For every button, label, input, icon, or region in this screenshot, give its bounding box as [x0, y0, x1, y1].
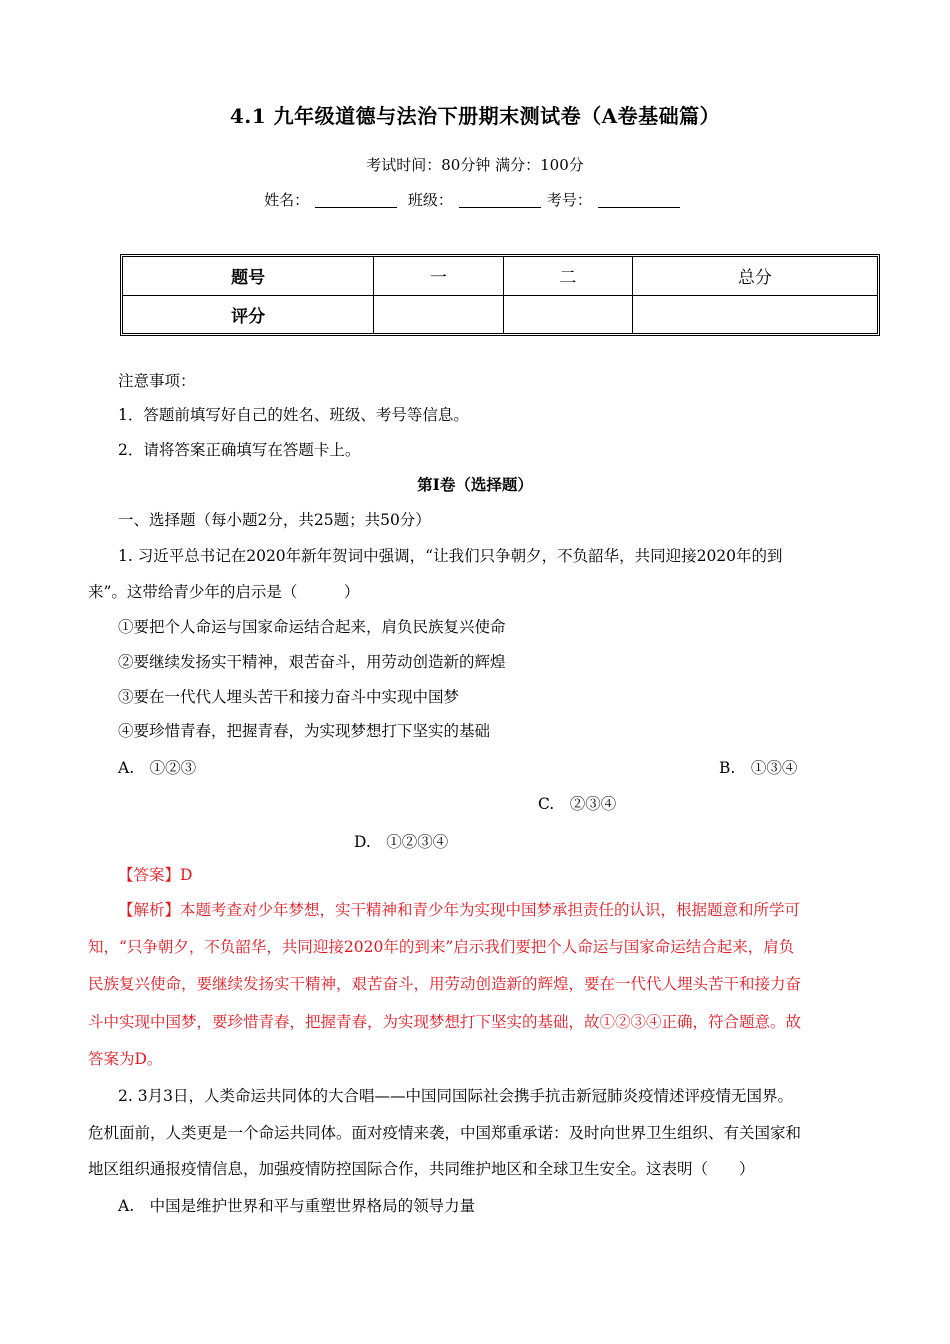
exam-info: 考试时间：80分钟 满分：100分: [366, 156, 584, 174]
table-cell: 评分: [123, 296, 374, 333]
question-stem: 来”。这带给青少年的启示是（ ）: [88, 583, 360, 601]
statement: ③要在一代代人埋头苦干和接力奋斗中实现中国梦: [118, 688, 460, 706]
score-cell[interactable]: [504, 296, 633, 333]
notes-heading: 注意事项：: [118, 372, 196, 390]
note-item: 2．请将答案正确填写在答题卡上。: [118, 441, 361, 459]
question-stem: 危机面前，人类更是一个命运共同体。面对疫情来袭，中国郑重承诺：及时向世界卫生组织、有关国家和: [88, 1124, 802, 1142]
analysis: 斗中实现中国梦，要珍惜青春，把握青春，为实现梦想打下坚实的基础，故①②③④正确，符合题意。故: [88, 1013, 802, 1031]
table-row: [123, 257, 877, 296]
page-title: 4.1 九年级道德与法治下册期末测试卷（A卷基础篇）: [229, 104, 721, 128]
option-a[interactable]: A. ①②③: [118, 759, 197, 777]
student-info: [0, 189, 950, 210]
name-blank[interactable]: [315, 191, 397, 208]
statement: ②要继续发扬实干精神，艰苦奋斗，用劳动创造新的辉煌: [118, 653, 506, 671]
name-label: 姓名：: [264, 191, 310, 209]
section-instructions: 一、选择题（每小题2分，共25题；共50分）: [118, 511, 431, 529]
table-cell: 一: [374, 257, 503, 296]
question-stem: 2. 3月3日，人类命运共同体的大合唱——中国同国际社会携手抗击新冠肺炎疫情述评疫情无国界。: [118, 1087, 793, 1105]
question-stem: 地区组织通报疫情信息，加强疫情防控国际合作，共同维护地区和全球卫生安全。这表明（ ）: [88, 1160, 755, 1178]
table-cell: 二: [504, 257, 633, 296]
option-b[interactable]: B. ①③④: [719, 759, 798, 777]
score-table: [120, 254, 880, 336]
answer: 【答案】D: [118, 866, 193, 884]
option-a[interactable]: A. 中国是维护世界和平与重塑世界格局的领导力量: [118, 1197, 476, 1215]
analysis: 民族复兴使命，要继续发扬实干精神，艰苦奋斗，用劳动创造新的辉煌，要在一代代人埋头苦干和接力奋: [88, 975, 802, 993]
id-label: 考号：: [546, 191, 592, 209]
statement: ④要珍惜青春，把握青春，为实现梦想打下坚实的基础: [118, 722, 491, 740]
analysis: 答案为D。: [88, 1050, 163, 1068]
class-blank[interactable]: [459, 191, 541, 208]
score-cell[interactable]: [374, 296, 503, 333]
table-row: [123, 296, 877, 333]
class-label: 班级：: [407, 191, 453, 209]
analysis: 知，“只争朝夕，不负韶华，共同迎接2020年的到来”启示我们要把个人命运与国家命运结合起来，肩负: [88, 938, 795, 956]
option-c[interactable]: C. ②③④: [538, 795, 617, 813]
id-blank[interactable]: [598, 191, 680, 208]
table-cell: 总分: [633, 257, 877, 296]
section-title: 第I卷（选择题）: [417, 475, 533, 494]
statement: ①要把个人命运与国家命运结合起来，肩负民族复兴使命: [118, 618, 506, 636]
note-item: 1．答题前填写好自己的姓名、班级、考号等信息。: [118, 406, 469, 424]
analysis: 【解析】本题考查对少年梦想，实干精神和青少年为实现中国梦承担责任的认识，根据题意和所学可: [118, 901, 801, 919]
score-cell[interactable]: [633, 296, 877, 333]
option-d[interactable]: D. ①②③④: [354, 833, 449, 851]
question-stem: 1. 习近平总书记在2020年新年贺词中强调，“让我们只争朝夕，不负韶华，共同迎接2020年的到: [118, 547, 783, 565]
table-cell: 题号: [123, 257, 374, 296]
